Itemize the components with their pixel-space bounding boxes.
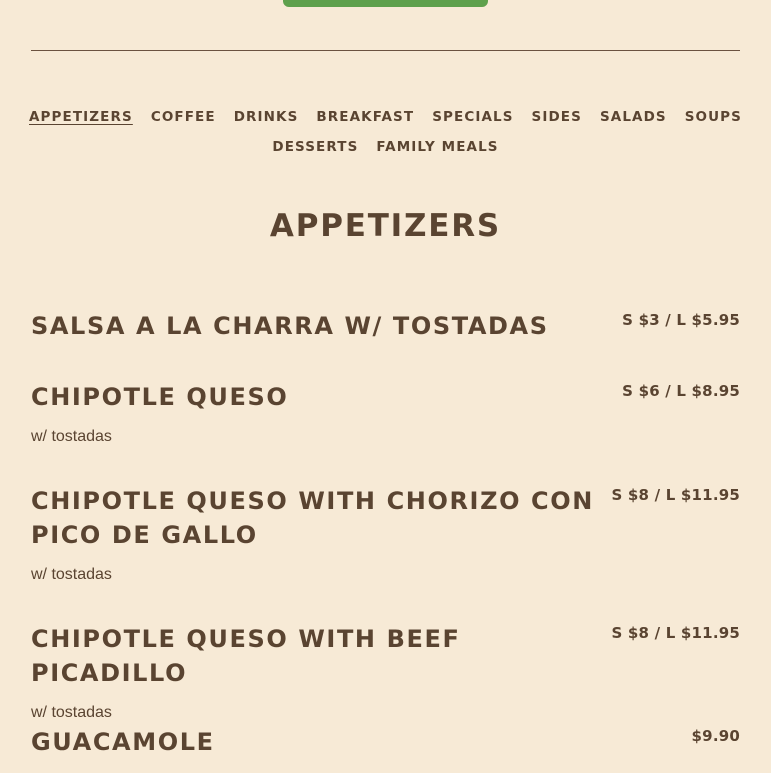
- item-price: S $8 / L $11.95: [611, 624, 740, 642]
- item-name: GUACAMOLE: [31, 728, 215, 756]
- item-description: w/ tostadas: [31, 566, 112, 583]
- menu-item: [31, 309, 740, 343]
- category-nav-row-1: [31, 102, 740, 132]
- item-price: S $3 / L $5.95: [622, 311, 740, 329]
- item-name: CHIPOTLE QUESO: [31, 383, 289, 411]
- item-price: S $8 / L $11.95: [611, 486, 740, 504]
- category-nav: [31, 102, 740, 162]
- nav-item-coffee[interactable]: COFFEE: [150, 109, 216, 125]
- nav-item-family-meals[interactable]: FAMILY MEALS: [376, 139, 499, 155]
- item-price: S $6 / L $8.95: [622, 382, 740, 400]
- menu-item: [31, 484, 740, 584]
- item-price: $9.90: [691, 727, 740, 745]
- nav-item-drinks[interactable]: DRINKS: [233, 109, 299, 125]
- divider: [31, 50, 740, 51]
- item-description: w/ tostadas: [31, 428, 112, 445]
- nav-item-specials[interactable]: SPECIALS: [432, 109, 514, 125]
- nav-item-soups[interactable]: SOUPS: [684, 109, 742, 125]
- menu-item: [31, 725, 740, 759]
- nav-item-breakfast[interactable]: BREAKFAST: [316, 109, 415, 125]
- nav-item-sides[interactable]: SIDES: [531, 109, 582, 125]
- order-button[interactable]: [283, 0, 488, 7]
- nav-item-appetizers[interactable]: APPETIZERS: [29, 109, 133, 125]
- menu-item: [31, 622, 740, 722]
- item-name: CHIPOTLE QUESO WITH BEEF PICADILLO: [31, 625, 461, 687]
- nav-item-salads[interactable]: SALADS: [599, 109, 667, 125]
- category-nav-row-2: [31, 132, 740, 162]
- item-description: w/ tostadas: [31, 704, 112, 721]
- item-name: SALSA A LA CHARRA W/ TOSTADAS: [31, 312, 549, 340]
- section-title: APPETIZERS: [269, 208, 502, 244]
- menu-item: [31, 380, 740, 446]
- nav-item-desserts[interactable]: DESSERTS: [272, 139, 359, 155]
- item-name: CHIPOTLE QUESO WITH CHORIZO CON PICO DE GALLO: [31, 487, 594, 549]
